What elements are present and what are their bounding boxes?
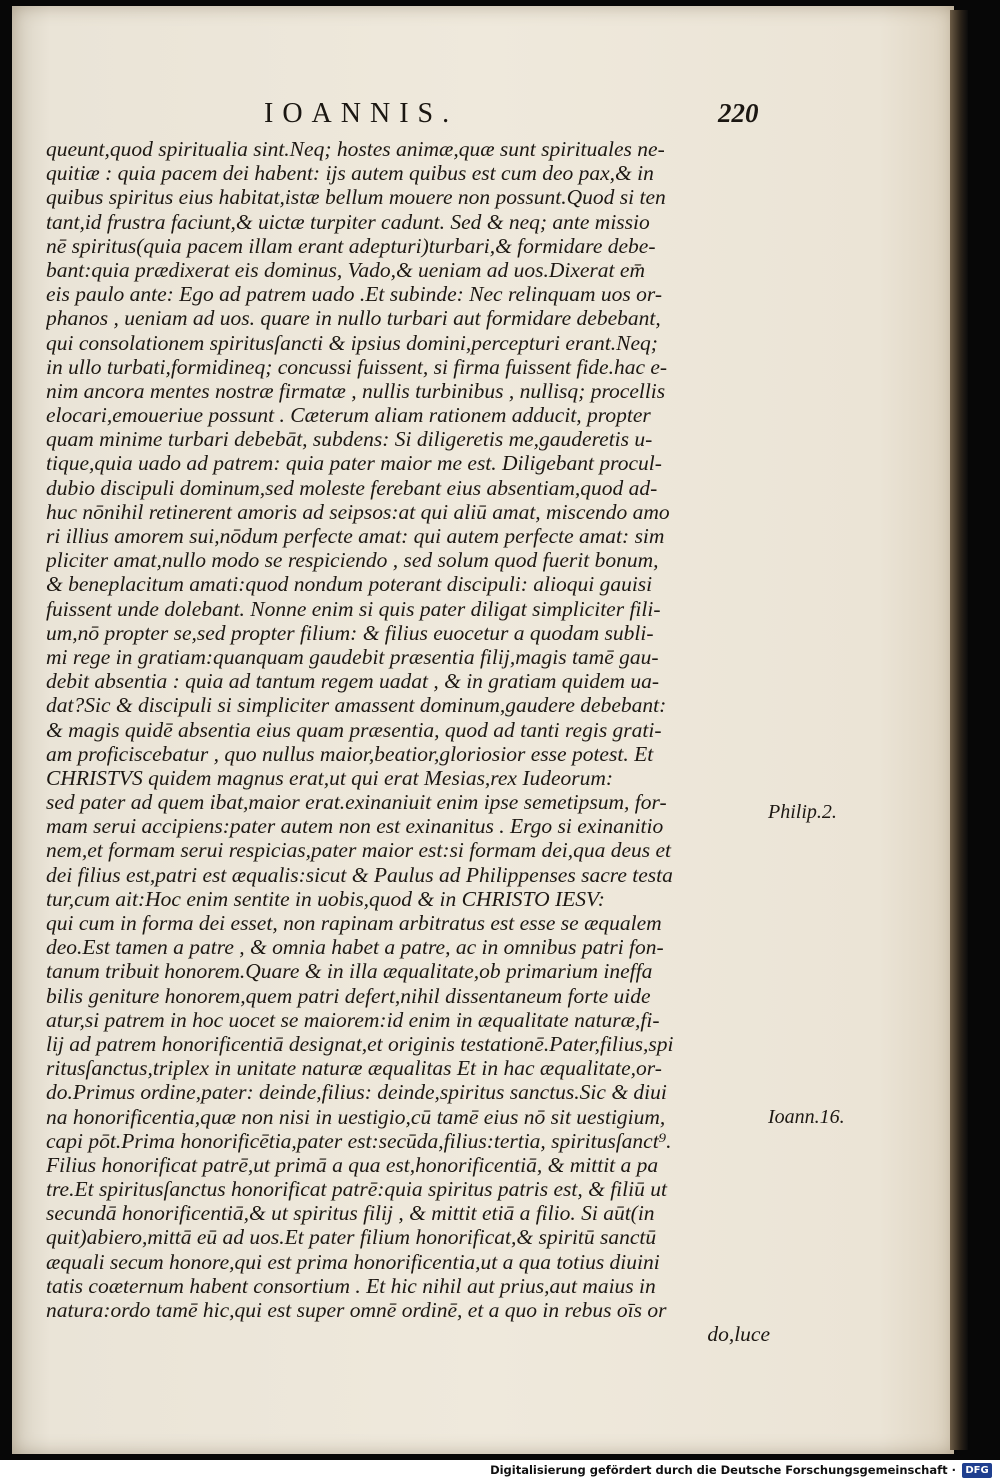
text-line: elocari,emoueriue possunt . Cæterum aliam rationem adducit, propter [46, 403, 651, 428]
body-text [46, 137, 770, 1346]
text-line: pliciter amat,nullo modo se respiciendo , sed solum quod fuerit bonum, [46, 548, 659, 573]
book-page [12, 6, 954, 1454]
text-line: dei filius est,patri est æqualis:sicut & Paulus ad Philippenses sacre testa [46, 862, 673, 887]
text-line: dubio discipuli dominum,sed moleste ferebant eius absentiam,quod ad- [46, 475, 658, 500]
text-line: quibus spiritus eius habitat,istæ bellum mouere non possunt.Quod si ten [46, 185, 666, 210]
text-line: huc nōnihil retinerent amoris ad seipsos:at qui aliū amat, miscendo amo [46, 499, 670, 524]
text-line: in ullo turbati,formidineq; concussi fuissent, si firma fuissent fide.hac e- [46, 354, 668, 379]
text-line: natura:ordo tamē hic,qui est super omnē ordinē, et a quo in rebus oīs or [46, 1298, 667, 1322]
text-line: phanos , ueniam ad uos. quare in nullo turbari aut formidare debebant, [46, 306, 661, 331]
text-line: qui cum in forma dei esset, non rapinam arbitratus est esse se æqualem [46, 911, 662, 935]
margin-note-ioann: Ioann.16. [768, 1106, 845, 1128]
running-title: IOANNIS. [264, 98, 459, 129]
text-line: nem,et formam serui respicias,pater maior est:si formam dei,qua deus et [46, 838, 672, 863]
running-head [12, 98, 954, 138]
text-line: dat?Sic & discipuli si simpliciter amassent dominum,gaudere debebant: [46, 693, 667, 718]
text-line: deo.Est tamen a patre , & omnia habet a patre, ac in omnibus patri fon- [46, 935, 664, 960]
text-line: am proficiscebatur , quo nullus maior,beatior,gloriosior esse potest. Et [46, 741, 654, 766]
page-number: 220 [718, 98, 759, 128]
text-line: CHRISTVS quidem magnus erat,ut qui erat Mesias,rex Iudeorum: [46, 765, 614, 790]
text-line: æquali secum honore,qui est prima honorificentia,ut a qua totius diuini [46, 1249, 660, 1274]
text-line: do.Primus ordine,pater: deinde,filius: deinde,spiritus sanctus.Sic & diui [46, 1080, 667, 1105]
text-line: tur,cum ait:Hoc enim sentite in uobis,quod & in CHRISTO IESV: [46, 886, 605, 911]
text-line: sed pater ad quem ibat,maior erat.exinaniuit enim ipse semetipsum, for- [46, 790, 667, 815]
text-line: ritusſanctus,triplex in unitate naturæ æqualitas Et in hac æqualitate,or- [46, 1056, 662, 1081]
text-line: tre.Et spiritusſanctus honorificat patrē:quia spiritus patris est, & filiū ut [46, 1177, 667, 1202]
text-line: mam serui accipiens:pater autem non est exinanitus . Ergo si exinanitio [46, 814, 664, 839]
dfg-logo: DFG [962, 1463, 992, 1478]
margin-note-philip: Philip.2. [768, 801, 837, 823]
text-line: debit absentia : quia ad tantum regem uadat , & in gratiam quidem ua- [46, 669, 660, 694]
text-line: bant:quia prædixerat eis dominus, Vado,& ueniam ad uos.Dixerat em̄ [46, 257, 645, 282]
text-line: quit)abiero,mittā eū ad uos.Et pater filium honorificat,& spiritū sanctū [46, 1225, 657, 1250]
text-line: atur,si patrem in hoc uocet se maiorem:id enim in æqualitate naturæ,fi- [46, 1007, 660, 1032]
text-line: nim ancora mentes nostræ firmatæ , nullis turbinibus , nullisq; procellis [46, 378, 666, 403]
text-line: tatis coæternum habent consortium . Et hic nihil aut prius,aut maius in [46, 1273, 656, 1298]
funding-credit: Digitalisierung gefördert durch die Deutsche Forschungsgemeinschaft · [490, 1463, 956, 1477]
text-line: tanum tribuit honorem.Quare & in illa æqualitate,ob primarium ineffa [46, 959, 653, 984]
text-line: um,nō propter se,sed propter filium: & filius euocetur a quodam subli- [46, 620, 654, 645]
text-line: capi pōt.Prima honorificētia,pater est:secūda,filius:tertia, spiritusſanct⁹. [46, 1128, 672, 1153]
text-line: ri illius amorem sui,nōdum perfecte amat: qui autem perfecte amat: sim [46, 524, 665, 548]
text-line: bilis geniture honorem,quem patri defert,nihil dissentaneum forte uide [46, 983, 651, 1008]
text-line: quitiæ : quia pacem dei habent: ijs autem quibus est cum deo pax,& in [46, 161, 654, 186]
text-line: quam minime turbari debebāt, subdens: Si diligeretis me,gauderetis u- [46, 427, 653, 452]
text-line: queunt,quod spiritualia sint.Neq; hostes animæ,quæ sunt spirituales ne- [46, 137, 665, 161]
text-line: tique,quia uado ad patrem: quia pater maior me est. Diligebant procul- [46, 451, 662, 476]
page-edge [950, 10, 968, 1450]
text-line: lij ad patrem honorificentiā designat,et originis testationē.Pater,filius,spi [46, 1031, 674, 1056]
text-line: do,luce [707, 1322, 770, 1347]
text-line: qui consolationem spiritusſancti & ipsius domini,percepturi erant.Neq; [46, 330, 658, 355]
text-line: fuissent unde dolebant. Nonne enim si quis pater diligat simpliciter fili- [46, 596, 661, 621]
text-line: secundā honorificentiā,& ut spiritus filij , & mittit etiā a filio. Si aūt(in [46, 1201, 655, 1226]
text-line: Filius honorificat patrē,ut primā a qua est,honorificentiā, & mittit a pa [46, 1152, 659, 1177]
text-line: na honorificentia,quæ non nisi in uestigio,cū tamē eius nō sit uestigium, [46, 1104, 666, 1129]
text-line: nē spiritus(quia pacem illam erant adepturi)turbari,& formidare debe- [46, 233, 656, 258]
text-line: & beneplacitum amati:quod nondum poterant discipuli: alioqui gauisi [46, 572, 653, 597]
text-line: eis paulo ante: Ego ad patrem uado .Et subinde: Nec relinquam uos or- [46, 282, 663, 307]
text-line: mi rege in gratiam:quanquam gaudebit præsentia filij,magis tamē gau- [46, 644, 659, 669]
footer-bar [0, 1460, 1000, 1482]
text-line: & magis quidē absentia eius quam præsentia, quod ad tanti regis grati- [46, 717, 662, 742]
text-line: tant,id frustra faciunt,& uictæ turpiter cadunt. Sed & neq; ante missio [46, 209, 650, 234]
